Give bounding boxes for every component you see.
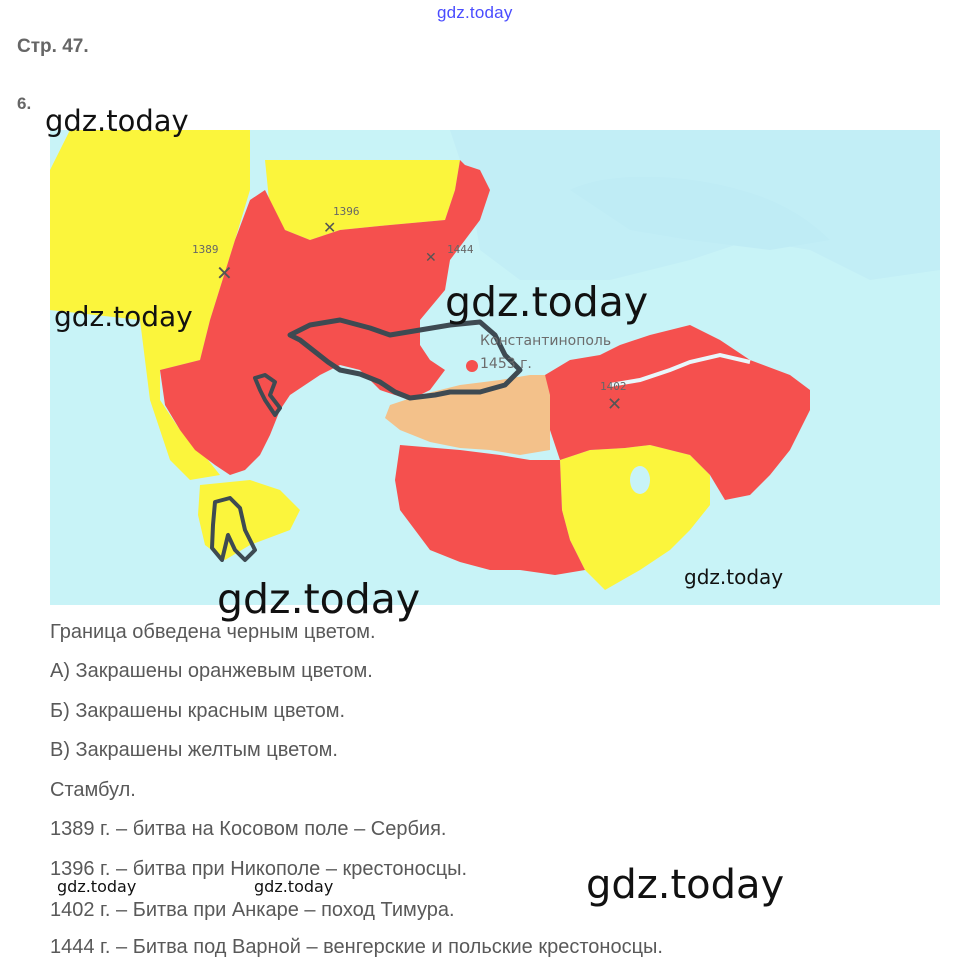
map-label-1389: 1389 [192,243,219,256]
map-label-city: Константинополь [480,333,612,349]
answer-a: А) Закрашены оранжевым цветом. [50,660,373,682]
map-label-1444: 1444 [447,243,474,256]
watermark: gdz.today [217,575,421,623]
page-reference: Стр. 47. [17,36,89,57]
watermark: gdz.today [684,565,784,589]
lake-east [630,466,650,494]
watermark: gdz.today [57,877,137,896]
map-label-city-year: 1453 г. [480,356,532,372]
answer-city: Стамбул. [50,779,136,801]
historical-map [50,130,940,605]
watermark: gdz.today [45,104,189,138]
watermark: gdz.today [254,877,334,896]
battle-marker-1396: ✕ [323,220,337,237]
answer-1444: 1444 г. – Битва под Варной – венгерские и польские крестоносцы. [50,936,663,958]
battle-marker-1402: ✕ [607,394,623,414]
answer-border: Граница обведена черным цветом. [50,621,376,643]
answer-b: Б) Закрашены красным цветом. [50,700,346,722]
map-label-1396: 1396 [333,205,360,218]
watermark: gdz.today [445,278,649,326]
map-label-1402: 1402 [600,380,627,393]
watermark: gdz.today [54,300,193,333]
answer-1396: 1396 г. – битва при Никополе – крестоносцы. [50,858,468,880]
battle-marker-1444: ✕ [425,249,437,265]
watermark: gdz.today [586,862,785,908]
constantinople-marker [466,360,478,372]
answer-1389: 1389 г. – битва на Косовом поле – Сербия. [50,818,447,840]
answer-1402: 1402 г. – Битва при Анкаре – поход Тимура. [50,899,455,921]
task-number: 6. [17,94,32,113]
watermark-top: gdz.today [437,3,513,22]
battle-marker-1389: ✕ [216,263,233,285]
answer-c: В) Закрашены желтым цветом. [50,739,338,761]
